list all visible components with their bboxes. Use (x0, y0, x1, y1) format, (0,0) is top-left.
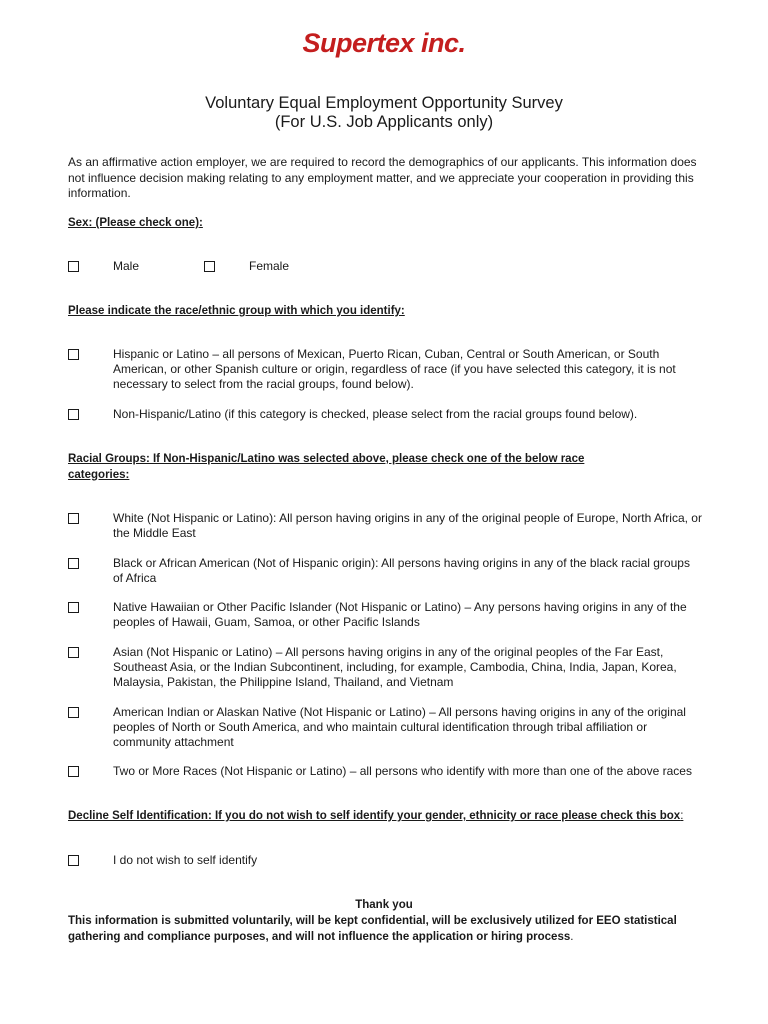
female-label: Female (249, 259, 290, 273)
decline-label: I do not wish to self identify (113, 853, 258, 867)
footer-period: . (570, 930, 574, 943)
company-logo: Supertex inc. (302, 28, 466, 58)
hispanic-label: Hispanic or Latino – all persons of Mexican, Puerto Rican, Cuban, Central or South American, or South American, or other Spanish culture or origin, regardless of race (if you have selected this category, it is not necessary to select from the racial groups, found below). (113, 347, 676, 392)
title-line-2: (For U.S. Job Applicants only) (274, 113, 494, 131)
decline-heading-text: Decline Self Identification: If you do not wish to self identify your gender, ethnicity or race please check this box (68, 810, 681, 822)
two-or-more-label: Two or More Races (Not Hispanic or Latino) – all persons who identify with more than one of the above races (113, 764, 692, 778)
intro-paragraph: As an affirmative action employer, we are required to record the demographics of our applicants. This information does not influence decision making relating to any employment matter, and we appreciate your cooperation in providing this information. (68, 155, 697, 200)
title-line-1: Voluntary Equal Employment Opportunity Survey (205, 94, 563, 112)
asian-label: Asian (Not Hispanic or Latino) – All persons having origins in any of the original peoples of the Far East, Southeast Asia, or the Indian Subcontinent, including, for example, Cambodia, China, India, Japan, Korea, Malaysia, Pakistan, the Philippine Island, Thailand, and Vietnam (113, 645, 677, 690)
white-label: White (Not Hispanic or Latino): All person having origins in any of the original people of Europe, North Africa, or the Middle East (113, 511, 702, 541)
american-indian-checkbox[interactable] (68, 707, 79, 718)
pacific-islander-label: Native Hawaiian or Other Pacific Islander (Not Hispanic or Latino) – Any persons having origins in any of the peoples of Hawaii, Guam, Samoa, or other Pacific Islands (113, 600, 687, 630)
decline-heading-colon: : (680, 810, 684, 822)
non-hispanic-label: Non-Hispanic/Latino (if this category is checked, please select from the racial groups found below). (113, 407, 638, 421)
pacific-islander-checkbox[interactable] (68, 602, 79, 613)
white-checkbox[interactable] (68, 513, 79, 524)
male-checkbox[interactable] (68, 261, 79, 272)
two-or-more-checkbox[interactable] (68, 766, 79, 777)
decline-heading (68, 809, 703, 825)
male-label: Male (113, 259, 140, 273)
footer-notice (68, 914, 718, 945)
female-checkbox[interactable] (204, 261, 215, 272)
american-indian-label: American Indian or Alaskan Native (Not Hispanic or Latino) – All persons having origins in any of the original peoples of North or South America, and who maintain cultural identification through tribal affiliation or community attachment (113, 705, 686, 750)
black-label: Black or African American (Not of Hispanic origin): All persons having origins in any of the black racial groups of Africa (113, 556, 690, 586)
sex-heading: Sex: (Please check one): (68, 217, 203, 229)
black-checkbox[interactable] (68, 558, 79, 569)
ethnic-heading: Please indicate the race/ethnic group with which you identify: (68, 305, 405, 317)
hispanic-checkbox[interactable] (68, 349, 79, 360)
asian-checkbox[interactable] (68, 647, 79, 658)
footer-text: This information is submitted voluntarily, will be kept confidential, will be exclusively utilized for EEO statistical gathering and compliance purposes, and will not influence the application or hiring process (68, 915, 677, 943)
non-hispanic-checkbox[interactable] (68, 409, 79, 420)
racial-heading: Racial Groups: If Non-Hispanic/Latino was selected above, please check one of the below race categories: (68, 453, 585, 481)
page-title (0, 94, 768, 132)
decline-checkbox[interactable] (68, 855, 79, 866)
thank-you: Thank you (355, 899, 413, 911)
